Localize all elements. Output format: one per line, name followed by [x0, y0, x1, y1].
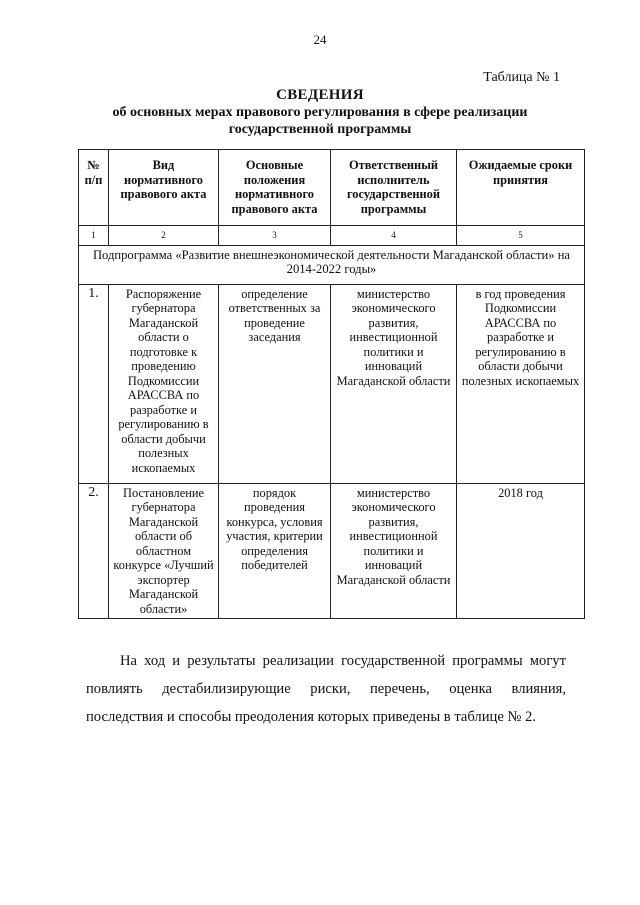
document-subtitle: об основных мерах правового регулирования в сфере реализации государственной программы [112, 105, 528, 137]
table-row [79, 284, 585, 483]
measures-table [78, 149, 585, 619]
document-title: СВЕДЕНИЯ [276, 87, 364, 103]
executor-cell: министерство экономического развития, инвестиционной политики и инноваций Магаданской области [331, 284, 457, 483]
table-row [79, 483, 585, 619]
table-label: Таблица № 1 [483, 70, 560, 85]
index-cell: 1 [79, 226, 109, 246]
header-deadline: Ожидаемые сроки принятия [457, 150, 585, 226]
table-index-row [79, 226, 585, 246]
row-number: 1. [79, 284, 109, 483]
deadline-cell: 2018 год [457, 483, 585, 619]
subprogram-title: Подпрограмма «Развитие внешнеэкономической деятельности Магаданской области» на 2014-2022 годы» [79, 245, 585, 284]
act-cell: Распоряжение губернатора Магаданской области о подготовке к проведению Подкомиссии АРАССВА по разработке и регулированию в области добычи полезных ископаемых [109, 284, 219, 483]
index-cell: 4 [331, 226, 457, 246]
provisions-cell: порядок проведения конкурса, условия участия, критерии определения победителей [219, 483, 331, 619]
header-executor: Ответственный исполнитель государственной программы [331, 150, 457, 226]
page-number: 24 [313, 32, 327, 47]
index-cell: 5 [457, 226, 585, 246]
body-paragraph: На ход и результаты реализации государственной программы могут повлиять дестабилизирующие риски, перечень, оценка влияния, последствия и способы преодоления которых приведены в таблице № 2. [86, 653, 566, 725]
subprogram-row [79, 245, 585, 284]
index-cell: 2 [109, 226, 219, 246]
header-provisions: Основные положения нормативного правового акта [219, 150, 331, 226]
table-header-row [79, 150, 585, 226]
index-cell: 3 [219, 226, 331, 246]
row-number: 2. [79, 483, 109, 619]
executor-cell: министерство экономического развития, инвестиционной политики и инноваций Магаданской области [331, 483, 457, 619]
header-act-type: Вид нормативного правового акта [109, 150, 219, 226]
deadline-cell: в год проведения Подкомиссии АРАССВА по разработке и регулированию в области добычи полезных ископаемых [457, 284, 585, 483]
act-cell: Постановление губернатора Магаданской области об областном конкурсе «Лучший экспортер Магаданской области» [109, 483, 219, 619]
provisions-cell: определение ответственных за проведение заседания [219, 284, 331, 483]
header-num: № п/п [79, 150, 109, 226]
